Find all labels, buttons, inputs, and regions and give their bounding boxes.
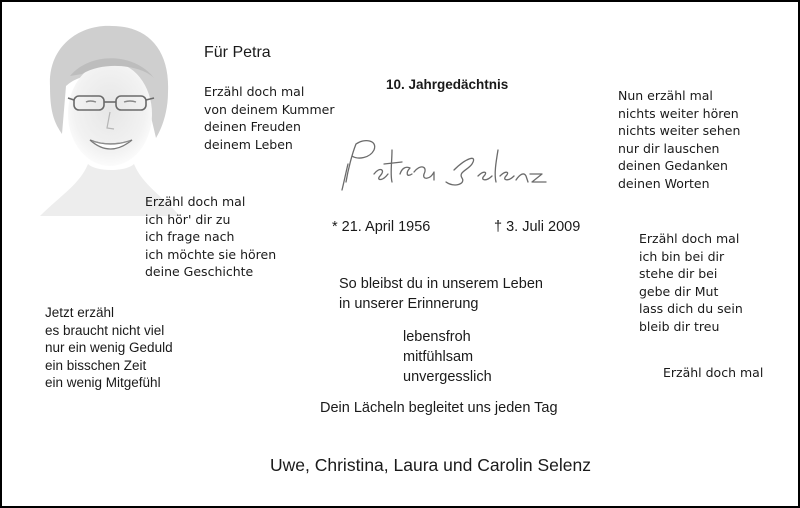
dedication-heading: Für Petra bbox=[204, 44, 271, 61]
poem-line: deine Geschichte bbox=[145, 264, 254, 280]
poem-line: deinem Leben bbox=[204, 136, 293, 152]
poem-line: ich hör' dir zu bbox=[145, 211, 231, 227]
poem-line: Nun erzähl mal bbox=[618, 88, 713, 103]
poem-kummer bbox=[204, 83, 334, 153]
poem-line: ich bin bei dir bbox=[639, 248, 725, 264]
poem-line: nur dir lauschen bbox=[618, 140, 720, 156]
quality-line: mitfühlsam bbox=[403, 349, 474, 365]
anniversary-title: 10. Jahrgedächtnis bbox=[386, 77, 509, 92]
poem-line: gebe dir Mut bbox=[639, 283, 719, 299]
poem-mitgefuehl bbox=[45, 304, 173, 392]
death-date: † 3. Juli 2009 bbox=[494, 219, 581, 235]
quality-line: lebensfroh bbox=[403, 329, 471, 345]
poem-line: bleib dir treu bbox=[639, 318, 720, 334]
poem-line: es braucht nicht viel bbox=[45, 322, 165, 338]
poem-line: deinen Worten bbox=[618, 175, 710, 191]
poem-short: Erzähl doch mal bbox=[663, 365, 764, 380]
poem-line: von deinem Kummer bbox=[204, 101, 335, 117]
poem-line: ich frage nach bbox=[145, 229, 235, 245]
memory-line: So bleibst du in unserem Leben bbox=[339, 276, 543, 292]
poem-line: Jetzt erzähl bbox=[45, 305, 115, 320]
poem-line: lass dich du sein bbox=[639, 301, 743, 317]
poem-line: ich möchte sie hören bbox=[145, 246, 277, 262]
poem-line: ein bisschen Zeit bbox=[45, 357, 147, 373]
poem-worte bbox=[618, 87, 740, 193]
handwritten-signature bbox=[334, 130, 554, 204]
memory-text bbox=[339, 274, 543, 314]
poem-line: nichts weiter sehen bbox=[618, 123, 741, 139]
smile-line: Dein Lächeln begleitet uns jeden Tag bbox=[320, 400, 558, 416]
poem-treu bbox=[639, 230, 743, 336]
poem-line: Erzähl doch mal bbox=[204, 84, 305, 99]
poem-line: stehe dir bei bbox=[639, 266, 718, 282]
poem-line: Erzähl doch mal bbox=[145, 194, 246, 209]
poem-line: deinen Freuden bbox=[204, 119, 301, 135]
poem-geschichte bbox=[145, 193, 276, 281]
poem-line: nichts weiter hören bbox=[618, 105, 739, 121]
family-names: Uwe, Christina, Laura und Carolin Selenz bbox=[270, 455, 591, 475]
poem-line: deinen Gedanken bbox=[618, 158, 728, 174]
poem-line: ein wenig Mitgefühl bbox=[45, 375, 161, 391]
memory-line: in unserer Erinnerung bbox=[339, 296, 479, 312]
qualities-list bbox=[403, 327, 492, 387]
poem-line: Erzähl doch mal bbox=[639, 231, 740, 246]
poem-line: nur ein wenig Geduld bbox=[45, 340, 173, 356]
birth-date: * 21. April 1956 bbox=[332, 219, 431, 235]
quality-line: unvergesslich bbox=[403, 369, 492, 385]
